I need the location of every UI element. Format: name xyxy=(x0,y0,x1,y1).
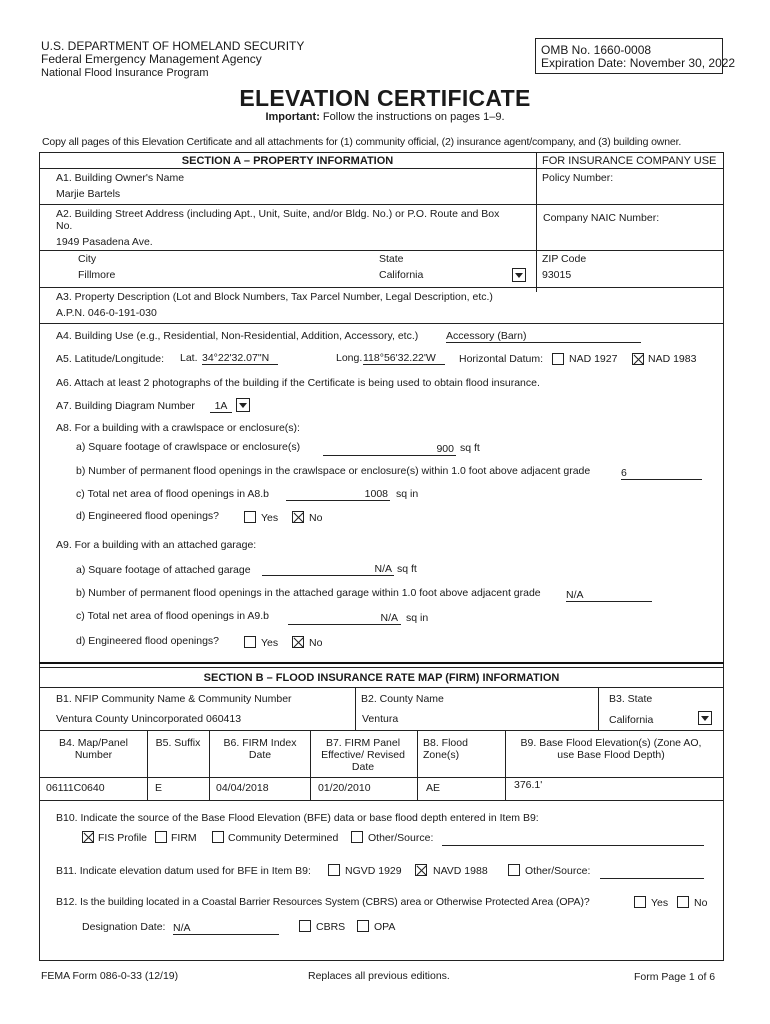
b1-community[interactable]: Ventura County Unincorporated 060413 xyxy=(56,713,242,725)
important-note xyxy=(0,111,770,123)
long-label: Long. xyxy=(336,352,363,364)
b12-yes-checkbox[interactable] xyxy=(634,896,646,908)
nad1983-checkbox[interactable] xyxy=(632,353,644,365)
a8c-unit: sq in xyxy=(396,488,419,500)
ngvd1929-checkbox[interactable] xyxy=(328,864,340,876)
b2-county[interactable]: Ventura xyxy=(362,713,399,725)
a9d-no-label: No xyxy=(309,637,323,649)
a9a-unit: sq ft xyxy=(397,563,417,575)
a8a-square-footage[interactable]: 900 xyxy=(323,443,456,456)
b2-label: B2. County Name xyxy=(361,693,444,705)
designation-date-label: Designation Date: xyxy=(82,921,166,933)
latitude-value[interactable]: 34°22'32.07"N xyxy=(202,352,278,365)
fis-profile-checkbox[interactable] xyxy=(82,831,94,843)
a5-label: A5. Latitude/Longitude: xyxy=(56,353,165,365)
datum-label: Horizontal Datum: xyxy=(459,353,544,365)
b12-no-label: No xyxy=(694,897,708,909)
a8a-label: a) Square footage of crawlspace or enclosure(s) xyxy=(76,441,301,453)
city-value[interactable]: Fillmore xyxy=(78,269,116,281)
designation-date-value[interactable]: N/A xyxy=(173,922,279,935)
a9c-unit: sq in xyxy=(406,612,429,624)
page-title: ELEVATION CERTIFICATE xyxy=(239,85,531,111)
a4-building-use[interactable]: Accessory (Barn) xyxy=(446,330,641,343)
community-determined-label: Community Determined xyxy=(228,832,339,844)
b12-label: B12. Is the building located in a Coastal Barrier Resources System (CBRS) area or Otherwise Protected Area (OPA)? xyxy=(56,896,590,908)
a1-label: A1. Building Owner's Name xyxy=(56,172,185,184)
b7-label: B7. FIRM Panel Effective/ Revised Date xyxy=(321,737,405,773)
dept-name: U.S. DEPARTMENT OF HOMELAND SECURITY xyxy=(41,39,305,53)
a9a-garage-square-footage[interactable]: N/A xyxy=(262,563,394,576)
b10-other-checkbox[interactable] xyxy=(351,831,363,843)
naic-label: Company NAIC Number: xyxy=(543,212,660,224)
diagram-dropdown-icon[interactable] xyxy=(236,398,250,412)
firm-checkbox[interactable] xyxy=(155,831,167,843)
expiration-date: Expiration Date: November 30, 2022 xyxy=(541,56,736,70)
zip-label: ZIP Code xyxy=(542,253,587,265)
b4-map-panel[interactable]: 06111C0640 xyxy=(46,782,105,794)
a9c-label: c) Total net area of flood openings in A9.b xyxy=(76,610,270,622)
a8d-yes-label: Yes xyxy=(261,512,279,524)
a7-label: A7. Building Diagram Number xyxy=(56,400,195,412)
a8d-label: d) Engineered flood openings? xyxy=(76,510,220,522)
a2-street-address[interactable]: 1949 Pasadena Ave. xyxy=(56,236,153,248)
b12-yes-label: Yes xyxy=(651,897,669,909)
nad1983-label: NAD 1983 xyxy=(648,353,697,365)
a3-property-description[interactable]: A.P.N. 046-0-191-030 xyxy=(56,307,157,319)
b8-flood-zone[interactable]: AE xyxy=(426,782,441,794)
b1-label: B1. NFIP Community Name & Community Number xyxy=(56,693,292,705)
copy-note: Copy all pages of this Elevation Certificate and all attachments for (1) community official, (2) insurance agent/company, and (3) building owner. xyxy=(42,136,682,148)
a8b-openings-count[interactable]: 6 xyxy=(621,467,702,480)
a9d-no-checkbox[interactable] xyxy=(292,636,304,648)
b10-label: B10. Indicate the source of the Base Flood Elevation (BFE) data or base flood depth entered in Item B9: xyxy=(56,812,539,824)
a9b-label: b) Number of permanent flood openings in the attached garage within 1.0 foot above adjacent grade xyxy=(76,587,541,599)
firm-label: FIRM xyxy=(171,832,197,844)
b3-label: B3. State xyxy=(609,693,653,705)
form-number: FEMA Form 086-0-33 (12/19) xyxy=(41,970,179,982)
a9d-yes-checkbox[interactable] xyxy=(244,636,256,648)
zip-value[interactable]: 93015 xyxy=(542,269,572,281)
b10-other-label: Other/Source: xyxy=(368,832,434,844)
omb-number: OMB No. 1660-0008 xyxy=(541,43,652,57)
a7-diagram-number[interactable]: 1A xyxy=(210,400,232,413)
a8a-unit: sq ft xyxy=(460,442,480,454)
navd1988-label: NAVD 1988 xyxy=(433,865,488,877)
state-label: State xyxy=(379,253,404,265)
b8-label: B8. Flood Zone(s) xyxy=(423,737,468,761)
b3-state-dropdown-icon[interactable] xyxy=(698,711,712,725)
opa-label: OPA xyxy=(374,921,396,933)
a9a-label: a) Square footage of attached garage xyxy=(76,564,251,576)
a1-owner-name[interactable]: Marjie Bartels xyxy=(56,188,121,200)
policy-number-label: Policy Number: xyxy=(542,172,614,184)
a9d-yes-label: Yes xyxy=(261,637,279,649)
page-number: Form Page 1 of 6 xyxy=(634,971,716,983)
b12-no-checkbox[interactable] xyxy=(677,896,689,908)
nad1927-checkbox[interactable] xyxy=(552,353,564,365)
agency-name: Federal Emergency Management Agency xyxy=(41,52,262,66)
b11-label: B11. Indicate elevation datum used for BFE in Item B9: xyxy=(56,865,311,877)
b6-label: B6. FIRM Index Date xyxy=(223,737,297,761)
b4-label: B4. Map/Panel Number xyxy=(59,737,128,761)
program-name: National Flood Insurance Program xyxy=(41,67,209,79)
a8c-net-area[interactable]: 1008 xyxy=(286,488,390,501)
a8-label: A8. For a building with a crawlspace or enclosure(s): xyxy=(56,422,300,434)
state-dropdown-icon[interactable] xyxy=(512,268,526,282)
nad1927-label: NAD 1927 xyxy=(569,353,618,365)
state-value[interactable]: California xyxy=(379,269,424,281)
a8d-no-checkbox[interactable] xyxy=(292,511,304,523)
a4-label: A4. Building Use (e.g., Residential, Non-Residential, Addition, Accessory, etc.) xyxy=(56,330,419,342)
opa-checkbox[interactable] xyxy=(357,920,369,932)
lat-label: Lat. xyxy=(180,352,198,364)
a8d-no-label: No xyxy=(309,512,323,524)
a6-label: A6. Attach at least 2 photographs of the building if the Certificate is being used to obtain flood insurance. xyxy=(56,377,540,389)
longitude-value[interactable]: 118°56'32.22'W xyxy=(363,352,445,365)
a8d-yes-checkbox[interactable] xyxy=(244,511,256,523)
section-b-title: SECTION B – FLOOD INSURANCE RATE MAP (FIRM) INFORMATION xyxy=(203,672,560,684)
section-a-title: SECTION A – PROPERTY INFORMATION xyxy=(181,155,394,167)
a3-label: A3. Property Description (Lot and Block Numbers, Tax Parcel Number, Legal Description, etc.) xyxy=(56,291,493,303)
b11-other-checkbox[interactable] xyxy=(508,864,520,876)
b5-suffix[interactable]: E xyxy=(155,782,163,794)
fis-profile-label: FIS Profile xyxy=(98,832,148,844)
ngvd1929-label: NGVD 1929 xyxy=(345,865,402,877)
important-label: Important: xyxy=(265,111,320,123)
a9b-openings-count[interactable]: N/A xyxy=(566,589,652,602)
a8b-label: b) Number of permanent flood openings in the crawlspace or enclosure(s) within 1.0 foot above adjacent grade xyxy=(76,465,591,477)
b7-panel-date[interactable]: 01/20/2010 xyxy=(318,782,371,794)
b6-firm-index-date[interactable]: 04/04/2018 xyxy=(216,782,269,794)
a9d-label: d) Engineered flood openings? xyxy=(76,635,220,647)
b9-base-flood-elevation[interactable]: 376.1' xyxy=(514,779,543,791)
b3-state[interactable]: California xyxy=(609,714,654,726)
community-determined-checkbox[interactable] xyxy=(212,831,224,843)
cbrs-label: CBRS xyxy=(316,921,346,933)
b9-label: B9. Base Flood Elevation(s) (Zone AO, use Base Flood Depth) xyxy=(520,737,702,761)
replaces-note: Replaces all previous editions. xyxy=(308,970,450,982)
navd1988-checkbox[interactable] xyxy=(415,864,427,876)
city-label: City xyxy=(78,253,97,265)
a8c-label: c) Total net area of flood openings in A8.b xyxy=(76,488,270,500)
b5-label: B5. Suffix xyxy=(155,737,201,749)
cbrs-checkbox[interactable] xyxy=(299,920,311,932)
a9-label: A9. For a building with an attached garage: xyxy=(56,539,257,551)
important-text: Follow the instructions on pages 1–9. xyxy=(319,111,505,123)
a9c-net-area[interactable]: N/A xyxy=(288,612,401,625)
a2-label: A2. Building Street Address (including Apt., Unit, Suite, and/or Bldg. No.) or P.O. Route and Box No. xyxy=(56,208,500,232)
insurance-use-header: FOR INSURANCE COMPANY USE xyxy=(542,155,717,167)
b11-other-label: Other/Source: xyxy=(525,865,591,877)
